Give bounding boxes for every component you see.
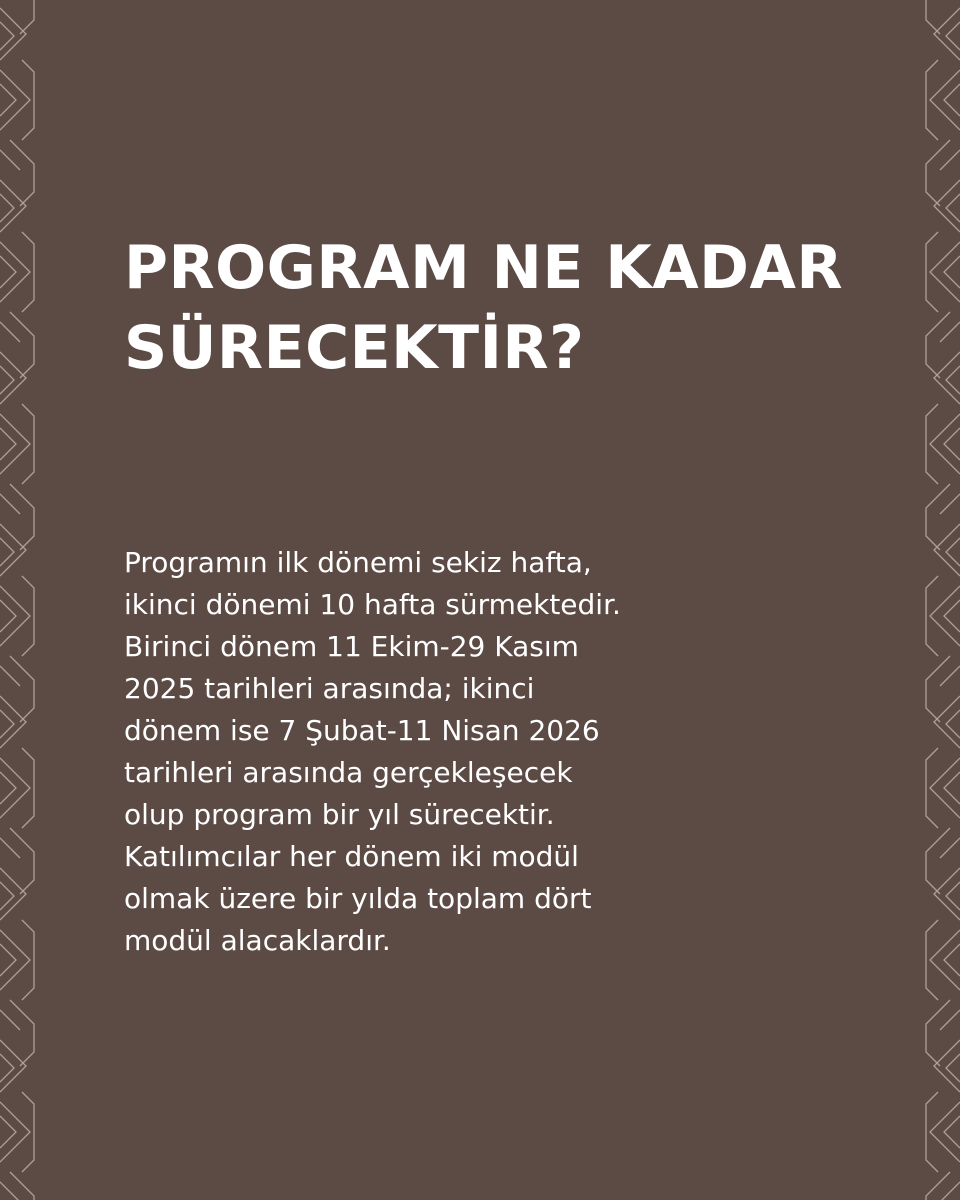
body-line: Katılımcılar her dönem iki modül [124, 840, 579, 873]
body-line: Programın ilk dönemi sekiz hafta, [124, 546, 592, 579]
body-line: dönem ise 7 Şubat-11 Nisan 2026 [124, 714, 600, 747]
body-line: 2025 tarihleri arasında; ikinci [124, 672, 535, 705]
body-line: ikinci dönemi 10 hafta sürmektedir. [124, 588, 621, 621]
title-line: PROGRAM NE KADAR [124, 233, 844, 303]
body-line: olmak üzere bir yılda toplam dört [124, 882, 592, 915]
left-geometric-border-pattern [0, 0, 36, 1200]
page-title [124, 228, 924, 388]
body-line: Birinci dönem 11 Ekim-29 Kasım [124, 630, 579, 663]
body-line: tarihleri arasında gerçekleşecek [124, 756, 573, 789]
body-line: olup program bir yıl sürecektir. [124, 798, 555, 831]
body-line: modül alacaklardır. [124, 924, 391, 957]
right-geometric-border-pattern [924, 0, 960, 1200]
body-paragraph [124, 542, 744, 962]
title-line: SÜRECEKTİR? [124, 313, 585, 383]
